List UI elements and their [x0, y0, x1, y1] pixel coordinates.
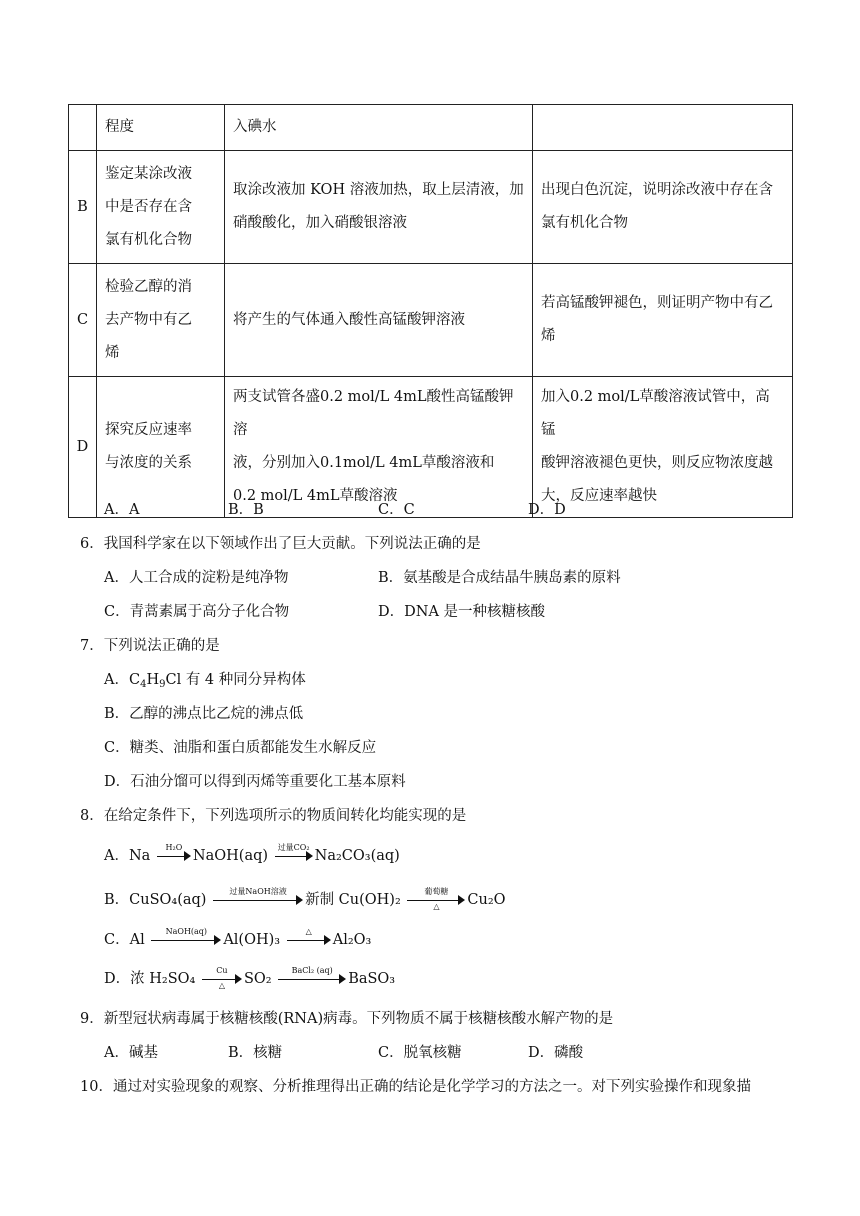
q5-option-a[interactable]: A．A	[104, 502, 140, 518]
purpose-cell: 程度	[97, 105, 225, 151]
purpose-cell: 检验乙醇的消 去产物中有乙 烯	[97, 264, 225, 377]
conclusion-cell	[533, 105, 793, 151]
q6-option-d[interactable]: D．DNA 是一种核糖核酸	[378, 604, 546, 620]
reaction-arrow-icon: 过量NaOH溶液	[213, 893, 303, 907]
operation-cell: 取涂改液加 KOH 溶液加热，取上层清液，加 硝酸酸化，加入硝酸银溶液	[225, 151, 533, 264]
option-cell: C	[69, 264, 97, 377]
operation-cell: 两支试管各盛0.2 mol/L 4mL酸性高锰酸钾溶 液，分别加入0.1mol/L 4mL草酸溶液和 0.2 mol/L 4mL草酸溶液	[225, 377, 533, 518]
operation-cell: 将产生的气体通入酸性高锰酸钾溶液	[225, 264, 533, 377]
option-cell: B	[69, 151, 97, 264]
table-row	[69, 151, 793, 264]
question-9-stem: 9．新型冠状病毒属于核糖核酸(RNA)病毒。下列物质不属于核糖核酸水解产物的是	[80, 1011, 614, 1027]
q7-option-b[interactable]: B．乙醇的沸点比乙烷的沸点低	[104, 706, 304, 722]
q9-option-c[interactable]: C．脱氧核糖	[378, 1045, 462, 1061]
conclusion-cell: 出现白色沉淀，说明涂改液中存在含 氯有机化合物	[533, 151, 793, 264]
reaction-arrow-icon: NaOH(aq)	[151, 933, 221, 947]
q6-option-a[interactable]: A．人工合成的淀粉是纯净物	[104, 570, 289, 586]
reaction-arrow-icon: △	[287, 933, 331, 947]
option-cell: D	[69, 377, 97, 518]
reaction-arrow-icon: 过量CO₂	[275, 849, 313, 863]
q9-option-b[interactable]: B．核糖	[228, 1045, 283, 1061]
purpose-cell: 探究反应速率 与浓度的关系	[97, 377, 225, 518]
question-7-stem: 7．下列说法正确的是	[80, 638, 220, 654]
reaction-arrow-icon: 葡萄糖 △	[407, 893, 465, 907]
question-8-stem: 8．在给定条件下，下列选项所示的物质间转化均能实现的是	[80, 808, 467, 824]
q9-option-a[interactable]: A．碱基	[104, 1045, 158, 1061]
question-6-stem: 6．我国科学家在以下领域作出了巨大贡献。下列说法正确的是	[80, 536, 481, 552]
reaction-arrow-icon: H₂O	[157, 849, 191, 863]
question-10-stem: 10．通过对实验现象的观察、分析推理得出正确的结论是化学学习的方法之一。对下列实验操作和现象描	[80, 1079, 751, 1095]
q7-option-a[interactable]: A．$C_4H_9Cl$ 有 4 种同分异构体	[104, 672, 306, 690]
option-cell	[69, 105, 97, 151]
q5-option-d[interactable]: D．D	[528, 502, 566, 518]
q6-option-c[interactable]: C．青蒿素属于高分子化合物	[104, 604, 290, 620]
reaction-arrow-icon: BaCl₂ (aq)	[278, 972, 346, 986]
q7-option-d[interactable]: D．石油分馏可以得到丙烯等重要化工基本原料	[104, 774, 406, 790]
q9-option-d[interactable]: D．磷酸	[528, 1045, 584, 1061]
q7-option-c[interactable]: C．糖类、油脂和蛋白质都能发生水解反应	[104, 740, 377, 756]
purpose-cell: 鉴定某涂改液 中是否存在含 氯有机化合物	[97, 151, 225, 264]
q8-option-d[interactable]: D．浓 H₂SO₄ Cu △ SO₂ BaCl₂ (aq) BaSO₃	[104, 966, 396, 990]
q8-option-a[interactable]: A．Na H₂O NaOH(aq) 过量CO₂ Na₂CO₃(aq)	[104, 843, 400, 864]
q8-option-c[interactable]: C．Al NaOH(aq) Al(OH)₃ △ Al₂O₃	[104, 927, 372, 948]
q6-option-b[interactable]: B．氨基酸是合成结晶牛胰岛素的原料	[378, 570, 621, 586]
q5-option-c[interactable]: C．C	[378, 502, 415, 518]
q8-option-b[interactable]: B．CuSO₄(aq) 过量NaOH溶液 新制 Cu(OH)₂ 葡萄糖 △ Cu₂O	[104, 887, 506, 911]
reaction-arrow-icon: Cu △	[202, 972, 242, 986]
table-row	[69, 377, 793, 518]
table-row	[69, 105, 793, 151]
q5-option-b[interactable]: B．B	[228, 502, 264, 518]
conclusion-cell: 加入0.2 mol/L草酸溶液试管中，高锰 酸钾溶液褪色更快，则反应物浓度越 大，反应速率越快	[533, 377, 793, 518]
table-row	[69, 264, 793, 377]
operation-cell: 入碘水	[225, 105, 533, 151]
conclusion-cell: 若高锰酸钾褪色，则证明产物中有乙 烯	[533, 264, 793, 377]
experiment-table	[68, 104, 793, 518]
